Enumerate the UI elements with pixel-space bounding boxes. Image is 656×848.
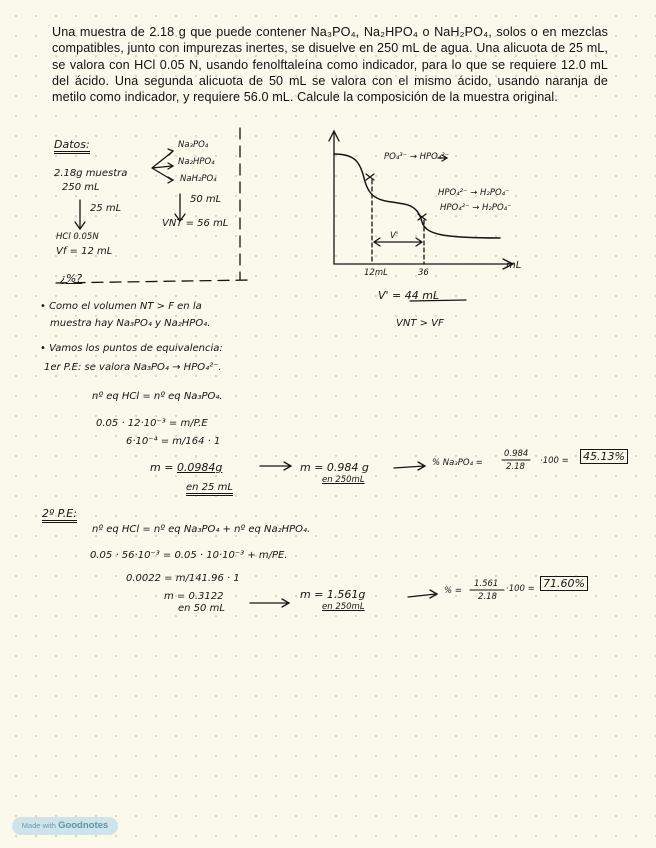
made-with-goodnotes-badge[interactable]: Made with Goodnotes xyxy=(12,817,118,835)
graph-label-2: HPO₄²⁻ → H₂PO₄⁻ xyxy=(438,188,510,198)
option-na2hpo4: Na₂HPO₄ xyxy=(178,157,215,167)
note-line-4: 1er P.E: se valora Na₃PO₄ → HPO₄²⁻. xyxy=(44,362,222,373)
pe2-heading: 2º P.E: xyxy=(42,507,77,520)
pe2-mass-50: m = 0.3122 xyxy=(164,591,224,602)
pe2-result: 71.60% xyxy=(540,577,588,590)
question-percent: ¿%? xyxy=(60,272,83,285)
note-line-2: muestra hay Na₃PO₄ y Na₂HPO₄. xyxy=(50,318,211,329)
pe1-percent-label: % Na₃PO₄ = xyxy=(432,458,483,468)
pe1-eq-1: nº eq HCl = nº eq Na₃PO₄. xyxy=(92,391,223,402)
aliquot-1: 25 mL xyxy=(90,203,122,214)
graph-label-1: PO₄³⁻ → HPO₄²⁻ xyxy=(384,152,450,162)
datos-heading: Datos: xyxy=(54,138,90,151)
pe1-times100: ·100 = xyxy=(540,456,569,466)
pe1-result: 45.13% xyxy=(580,450,628,463)
option-nah2po4: NaH₂PO₄ xyxy=(180,174,217,184)
pe1-frac-num: 0.984 xyxy=(504,449,529,459)
pe2-mass-250-note: en 250mL xyxy=(322,602,365,612)
pe2-arrow-1 xyxy=(250,599,289,607)
graph-y-axis xyxy=(329,131,339,264)
pe2-eq-2: 0.05 · 56·10⁻³ = 0.05 · 10·10⁻³ + m/PE. xyxy=(90,550,288,561)
note-line-1: • Como el volumen NT > F en la xyxy=(40,301,202,312)
pe2-arrow-2 xyxy=(408,590,437,598)
pe2-eq-3: 0.0022 = m/141.96 · 1 xyxy=(126,573,240,584)
pe1-arrow-1 xyxy=(260,462,291,470)
pe2-frac-den: 2.18 xyxy=(478,592,497,602)
pe1-mass-250: m = 0.984 g xyxy=(300,461,369,474)
pe1-eq-3: 6·10⁻⁴ = m/164 · 1 xyxy=(126,436,221,447)
branch-arrows xyxy=(152,152,172,180)
vnt-volume: VNT = 56 mL xyxy=(162,218,229,229)
pe2-eq-1: nº eq HCl = nº eq Na₃PO₄ + nº eq Na₂HPO₄. xyxy=(92,524,311,535)
pe2-times100: ·100 = xyxy=(506,584,535,594)
vf-volume: Vf = 12 mL xyxy=(56,246,113,257)
pe1-mass-25: m = 0.0984g xyxy=(150,461,223,474)
datos-box-bottom-border xyxy=(56,280,250,283)
graph-vprime-mark: V' xyxy=(390,231,399,241)
note-line-3: • Vamos los puntos de equivalencia: xyxy=(40,343,223,354)
sample-volume: 250 mL xyxy=(62,182,100,193)
down-arrow-1 xyxy=(75,200,85,229)
curve-mark-1 xyxy=(366,174,374,180)
pe2-mass-250: m = 1.561g xyxy=(300,588,366,601)
sample-mass: 2.18g muestra xyxy=(54,168,128,179)
pe2-frac-num: 1.561 xyxy=(474,579,499,589)
vprime-value: V' = 44 mL xyxy=(378,289,440,302)
pe1-eq-2: 0.05 · 12·10⁻³ = m/P.E xyxy=(96,418,208,429)
pe1-arrow-2 xyxy=(394,462,425,470)
pe2-mass-50-note: en 50 mL xyxy=(178,603,225,614)
down-arrow-2 xyxy=(175,194,185,221)
graph-tick-36: 36 xyxy=(418,268,429,278)
graph-tick-12: 12mL xyxy=(364,268,388,278)
aliquot-2: 50 mL xyxy=(190,194,222,205)
pe1-frac-den: 2.18 xyxy=(506,462,525,472)
vnt-gt-vf: VNT > VF xyxy=(396,318,444,329)
pe1-mass-250-note: en 250mL xyxy=(322,475,365,485)
option-na3po4: Na₃PO₄ xyxy=(178,140,209,150)
graph-label-3: HPO₄²⁻ → H₂PO₄⁻ xyxy=(440,203,512,213)
hcl-concentration: HCl 0.05N xyxy=(56,232,99,242)
pe1-mass-25-note: en 25 mL xyxy=(186,482,233,494)
problem-statement: Una muestra de 2.18 g que puede contener Na₃PO₄, Na₂HPO₄ o NaH₂PO₄, solos o en mezclas compatibles, junto con impurezas inertes, se disuelve en 250 mL de agua. Una alicuota de 25 mL, se valora con HCl 0.05 N, usando fenolftaleína como indicador, para lo que se requiere 12.0 mL del ácido. Una segunda alicuota de 50 mL se valora con el mismo ácido, usando naranja de metilo como indicador, y requiere 56.0 mL. Calcule la composición de la muestra original. xyxy=(52,25,608,105)
curve-mark-2 xyxy=(418,214,426,220)
graph-axis-unit: mL xyxy=(506,260,522,271)
pe2-percent-label: % = xyxy=(444,586,462,596)
